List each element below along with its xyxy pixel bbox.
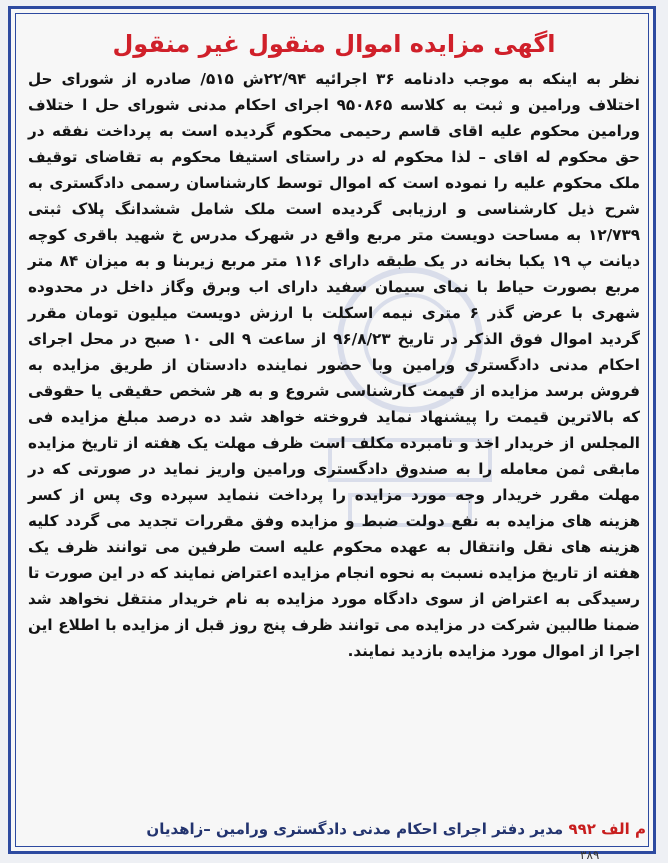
notice-body: نظر به اینکه به موجب دادنامه ۳۶ اجرائیه ۲۲/۹۴ش ۵۱۵/ صادره از شورای حل اختلاف ورامین و ثبت به کلاسه ۹۵۰۸۶۵ اجرای احکام مدنی شورای حل ا ختلاف ورامین محکوم علیه اقای قاسم رحیمی محکوم گردیده است به پرداخت نفقه در حق محکوم له اقای – لذا محکوم له در راستای استیفا محکوم به تقاضای توقیف ملک محکوم علیه را نموده است که اموال توسط کارشناسان رسمی دادگستری به شرح ذیل کارشناسی و ارزیابی گردیده است ملک شامل ششدانگ پلاک ثبتی ۱۲/۷۳۹ به مساحت دویست متر مربع واقع در شهرک مدرس خ شهید باقری کوچه دیانت پ ۱۹ یکبا بخانه در یک طبقه دارای ۱۱۶ متر مربع زیربنا و به میزان ۸۴ متر مربع بصورت حیاط با نمای سیمان سفید دارای اب وبرق وگاز داخل در محدوده شهری با عرض گذر ۶ متری نیمه اسکلت با ارزش دویست میلیون تومان مقرر گردید اموال فوق الذکر در تاریخ ۹۶/۸/۲۳ از ساعت ۹ الی ۱۰ صبح در محل اجرای احکام مدنی دادگستری ورامین وبا حضور نماینده دادستان از طریق مزایده به فروش برسد مزایده از قیمت کارشناسی شروع و به هر شخص حقیقی یا حقوقی که بالاترین قیمت را پیشنهاد نماید فروخته خواهد شد ده درصد مبلغ مزایده فی المجلس از خریدار اخذ و نامبرده مکلف است ظرف مهلت یک هفته از تاریخ مزایده مابقی ثمن معامله را به صندوق دادگستری ورامین واریز نماید در صورتی که در مهلت مقرر خریدار وجه مورد مزایده را پرداخت ننماید سپرده وی پس از کسر هزینه های مزایده به نفع دولت ضبط و مزایده وفق مقررات تجدید می گردد کلیه هزینه های نقل وانتقال به عهده محکوم علیه است طرفین می توانند ظرف یک هفته از تاریخ مزایده نسبت به نحوه انجام مزایده اعتراض نمایند که در این صورت تا رسیدگی به اعتراض از سوی دادگاه مورد مزایده به نام خریدار منتقل نخواهد شد ضمنا طالبین شرکت در مزایده می توانند ظرف پنج روز قبل از مزایده با اطلاع این اجرا از اموال مورد مزایده بازدید نمایند.: [28, 70, 640, 660]
notice-footer: [22, 820, 646, 838]
notice-title: اگهی مزایده اموال منقول غیر منقول: [112, 30, 556, 58]
footer-code: م الف ۹۹۲: [568, 820, 646, 838]
page-number: ۳۸۹: [580, 848, 600, 862]
footer-signature: مدیر دفتر اجرای احکام مدنی دادگستری ورامین –زاهدیان: [146, 820, 564, 838]
